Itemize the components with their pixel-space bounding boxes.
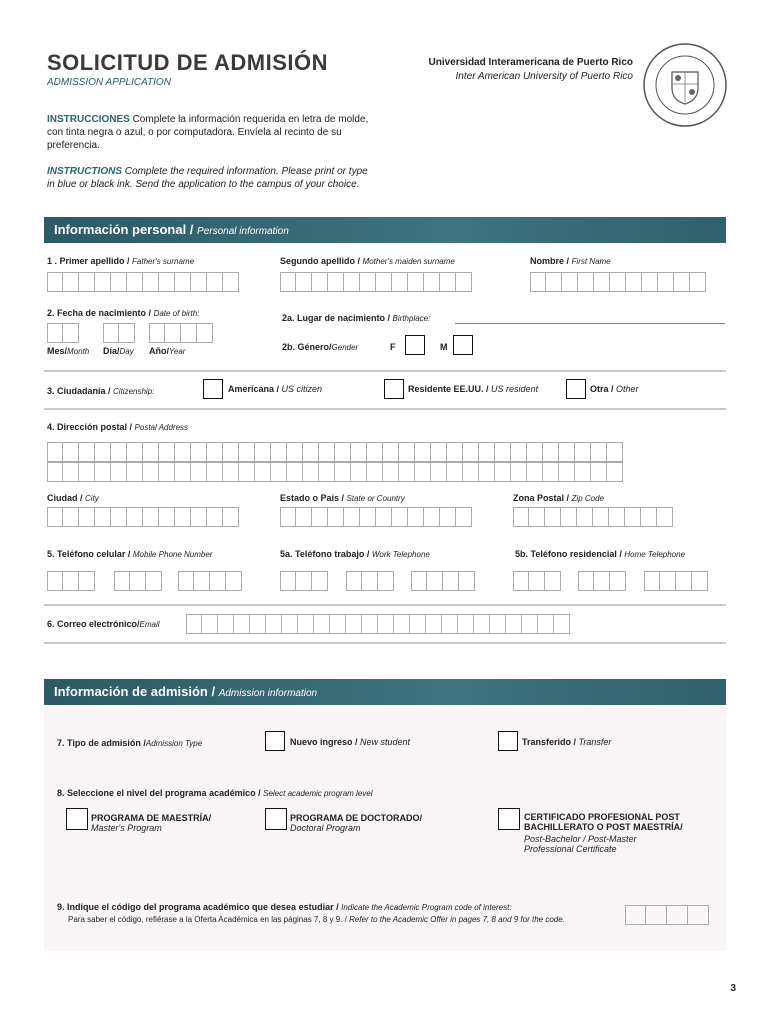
university-seal-logo: [642, 42, 728, 128]
label-month: Mes/Month: [47, 346, 90, 356]
checkbox-doctorate[interactable]: [265, 808, 287, 830]
option-new-student-label: Nuevo ingreso / New student: [290, 737, 411, 747]
input-state[interactable]: [280, 507, 472, 527]
checkbox-transfer[interactable]: [498, 731, 518, 751]
option-post-certificate-label: CERTIFICADO PROFESIONAL POST BACHILLERATO O POST MAESTRÍA/ Post-Bachelor / Post-Master Professional Certificate: [524, 812, 683, 854]
field-label-work-phone: 5a. Teléfono trabajo / Work Telephone: [280, 549, 430, 559]
field-label-program-level: 8. Seleccione el nivel del programa académico / Select academic program level: [57, 788, 373, 798]
university-name-en: Inter American University of Puerto Rico: [455, 71, 633, 82]
instructions-es-key: INSTRUCCIONES: [47, 114, 130, 125]
gender-m-label: M: [440, 342, 448, 352]
input-email[interactable]: [186, 614, 570, 634]
input-address-line-1[interactable]: [47, 442, 623, 462]
option-masters-label: PROGRAMA DE MAESTRÍA/ Master's Program: [91, 813, 212, 833]
field-label-first-name: Nombre / First Name: [530, 256, 611, 266]
checkbox-us-resident[interactable]: [384, 379, 404, 399]
checkbox-other-citizenship[interactable]: [566, 379, 586, 399]
input-first-name[interactable]: [530, 272, 706, 292]
university-name: [428, 57, 633, 82]
form-subtitle: ADMISSION APPLICATION: [47, 77, 171, 88]
input-work-area[interactable]: [280, 571, 328, 591]
input-mobile-number[interactable]: [178, 571, 242, 591]
input-program-code[interactable]: [625, 905, 709, 925]
input-mobile-prefix[interactable]: [114, 571, 162, 591]
field-label-mother-surname: Segundo apellido / Mother's maiden surname: [280, 256, 455, 266]
option-us-resident-label: Residente EE.UU. / US resident: [408, 384, 539, 394]
field-label-citizenship: 3. Ciudadanía / Citizenship:: [47, 386, 155, 396]
input-birthplace[interactable]: [455, 322, 725, 324]
field-label-home-phone: 5b. Teléfono residencial / Home Telephone: [515, 549, 686, 559]
field-label-birthplace: 2a. Lugar de nacimiento / Birthplace:: [282, 313, 431, 323]
input-home-prefix[interactable]: [578, 571, 626, 591]
input-birth-day[interactable]: [103, 323, 135, 343]
input-address-line-2[interactable]: [47, 462, 623, 482]
section-admission-title-en: Admission information: [218, 688, 318, 699]
checkbox-masters[interactable]: [66, 808, 88, 830]
program-code-note: Para saber el código, refiérase a la Oferta Académica en las páginas 7, 8 y 9. / Refer to the Academic Offer in pages 7, 8 and 9 for the code.: [68, 915, 565, 924]
form-title: SOLICITUD DE ADMISIÓN: [47, 50, 329, 75]
field-label-zip: Zona Postal / Zip Code: [513, 493, 604, 503]
section-personal-title-en: Personal information: [197, 226, 289, 237]
instructions-es-text: Complete la información requerida en letra de molde, con tinta negra o azul, o por computadora. Envíela al recinto de su preferencia.: [47, 114, 369, 151]
divider: [44, 408, 726, 410]
field-label-birth-date: 2. Fecha de nacimiento / Date of birth:: [47, 308, 200, 318]
field-label-city: Ciudad / City: [47, 493, 99, 503]
checkbox-us-citizen[interactable]: [203, 379, 223, 399]
divider: [44, 370, 726, 372]
university-name-es: Universidad Interamericana de Puerto Rico: [428, 57, 633, 68]
checkbox-new-student[interactable]: [265, 731, 285, 751]
input-work-number[interactable]: [411, 571, 475, 591]
field-label-mobile-phone: 5. Teléfono celular / Mobile Phone Number: [47, 549, 213, 559]
input-mother-surname[interactable]: [280, 272, 472, 292]
section-admission-info-header: [44, 679, 726, 705]
section-personal-title-es: Información personal /: [54, 222, 194, 237]
input-work-prefix[interactable]: [346, 571, 394, 591]
field-label-state: Estado o País / State or Country: [280, 493, 405, 503]
input-city[interactable]: [47, 507, 239, 527]
label-year: Año/Year: [149, 346, 186, 356]
option-us-citizen-label: Americana / US citizen: [228, 384, 323, 394]
instructions-en-text: Complete the required information. Please print or type in blue or black ink. Send the application to the campus of your choice.: [47, 166, 368, 190]
option-transfer-label: Transferido / Transfer: [522, 737, 612, 747]
instructions-en: [47, 165, 377, 191]
input-home-number[interactable]: [644, 571, 708, 591]
field-label-admission-type: 7. Tipo de admisión /Admission Type: [57, 738, 203, 748]
section-admission-title-es: Información de admisión /: [54, 684, 216, 699]
field-label-gender: 2b. Género/Gender: [282, 342, 359, 352]
input-birth-year[interactable]: [149, 323, 213, 343]
input-mobile-area[interactable]: [47, 571, 95, 591]
option-other-label: Otra / Other: [590, 384, 639, 394]
checkbox-gender-f[interactable]: [405, 335, 425, 355]
instructions-es: [47, 113, 377, 152]
input-zip[interactable]: [513, 507, 673, 527]
gender-f-label: F: [390, 342, 396, 352]
page-number: 3: [730, 983, 736, 994]
input-home-area[interactable]: [513, 571, 561, 591]
input-father-surname[interactable]: [47, 272, 239, 292]
instructions-en-key: INSTRUCTIONS: [47, 166, 122, 177]
field-label-postal-address: 4. Dirección postal / Postal Address: [47, 422, 189, 432]
divider: [44, 604, 726, 606]
label-day: Día/Day: [103, 346, 134, 356]
field-label-program-code: 9. Indique el código del programa académico que desea estudiar / Indicate the Academic Program code of interest:: [57, 902, 512, 912]
divider: [44, 642, 726, 644]
checkbox-gender-m[interactable]: [453, 335, 473, 355]
input-birth-month[interactable]: [47, 323, 79, 343]
option-doctorate-label: PROGRAMA DE DOCTORADO/ Doctoral Program: [290, 813, 423, 833]
field-label-father-surname: 1 . Primer apellido / Father's surname: [47, 256, 195, 266]
section-personal-info-header: [44, 217, 726, 243]
checkbox-post-certificate[interactable]: [498, 808, 520, 830]
field-label-email: 6. Correo electrónico/Email: [47, 619, 160, 629]
